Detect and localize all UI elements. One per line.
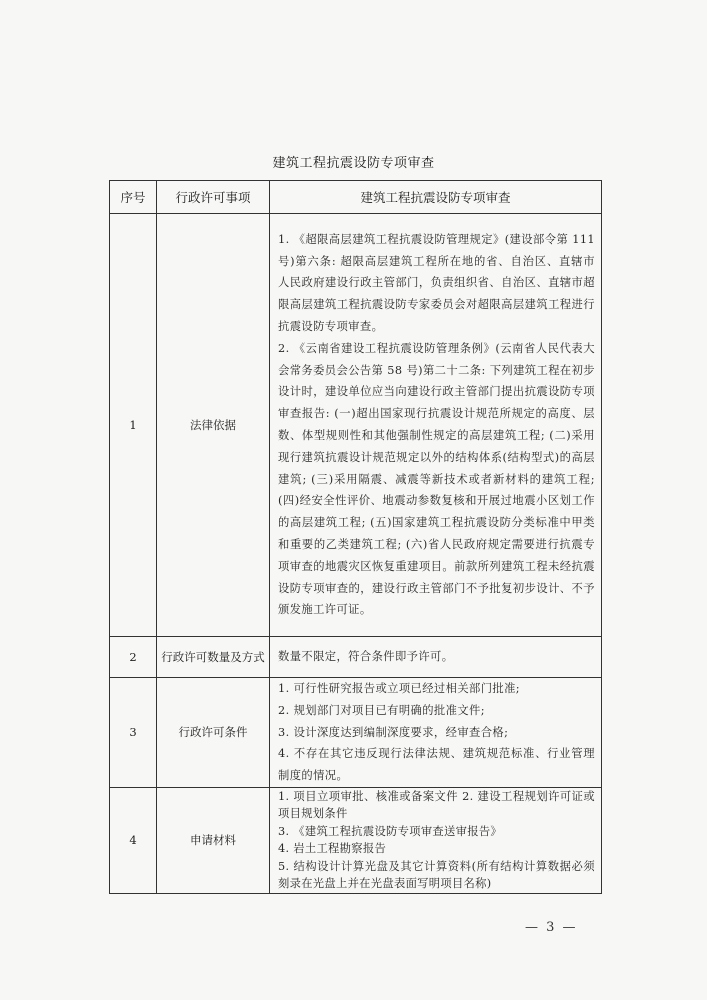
content-paragraph: 1. 可行性研究报告或立项已经过相关部门批准;	[278, 682, 521, 695]
row-item: 法律依据	[157, 214, 270, 637]
review-table	[109, 180, 602, 894]
header-content: 建筑工程抗震设防专项审查	[270, 181, 602, 214]
row-no: 3	[110, 678, 157, 788]
header-no: 序号	[110, 181, 157, 214]
row-item: 行政许可数量及方式	[157, 637, 270, 678]
table-row	[110, 214, 602, 637]
content-paragraph: 1. 项目立项审批、核准或备案文件 2. 建设工程规划许可证或项目规划条件	[278, 789, 595, 821]
row-no: 4	[110, 787, 157, 893]
row-no: 2	[110, 637, 157, 678]
row-no: 1	[110, 214, 157, 637]
document-title: 建筑工程抗震设防专项审查	[272, 156, 435, 171]
content-paragraph: 4. 不存在其它违反现行法律法规、建筑规范标准、行业管理制度的情况。	[278, 747, 595, 783]
table-row	[110, 678, 602, 788]
row-item: 行政许可条件	[157, 678, 270, 788]
row-content	[270, 678, 602, 788]
content-paragraph: 3. 《建筑工程抗震设防专项审查送审报告》	[278, 824, 503, 838]
content-paragraph: 3. 设计深度达到编制深度要求，经审查合格;	[278, 725, 509, 739]
row-item: 申请材料	[157, 787, 270, 893]
table-row	[110, 787, 602, 893]
row-content	[270, 214, 602, 637]
content-paragraph: 2. 规划部门对项目已有明确的批准文件;	[278, 703, 485, 717]
row-content	[270, 637, 602, 678]
header-item: 行政许可事项	[157, 181, 270, 214]
content-paragraph: 4. 岩土工程勘察报告	[278, 842, 387, 856]
content-paragraph: 1. 《超限高层建筑工程抗震设防管理规定》(建设部令第 111 号)第六条: 超限高层建筑工程所在地的省、自治区、直辖市人民政府建设行政主管部门，负责组织省、自治区、直辖市超限高层建筑工程抗震设防专家委员会对超限高层建筑工程进行抗震设防专项审查。	[278, 232, 595, 334]
page-number: — 3 —	[525, 920, 578, 935]
content-paragraph: 数量不限定，符合条件即予许可。	[278, 650, 454, 664]
row-content	[270, 787, 602, 893]
content-paragraph: 5. 结构设计计算光盘及其它计算资料(所有结构计算数据必须刻录在光盘上并在光盘表面写明项目名称)	[278, 859, 595, 891]
table-header-row	[110, 181, 602, 214]
content-paragraph: 2. 《云南省建设工程抗震设防管理条例》(云南省人民代表大会常务委员会公告第 58 号)第二十二条: 下列建筑工程在初步设计时，建设单位应当向建设行政主管部门提出抗震设防专项审查报告: (一)超出国家现行抗震设计规范所规定的高度、层数、体型规则性和其他强制性规定的高层建筑工程; (二)采用现行建筑抗震设计规范规定以外的结构体系(结构型式)的高层建筑; (三)采用隔震、减震等新技术或者新材料的建筑工程; (四)经安全性评价、地震动参数复核和开展过地震小区划工作的高层建筑工程; (五)国家建筑工程抗震设防分类标准中甲类和重要的乙类建筑工程; (六)省人民政府规定需要进行抗震专项审查的地震灾区恢复重建项目。前款所列建筑工程未经抗震设防专项审查的，建设行政主管部门不予批复初步设计、不予颁发施工许可证。	[278, 341, 595, 617]
table-row	[110, 637, 602, 678]
